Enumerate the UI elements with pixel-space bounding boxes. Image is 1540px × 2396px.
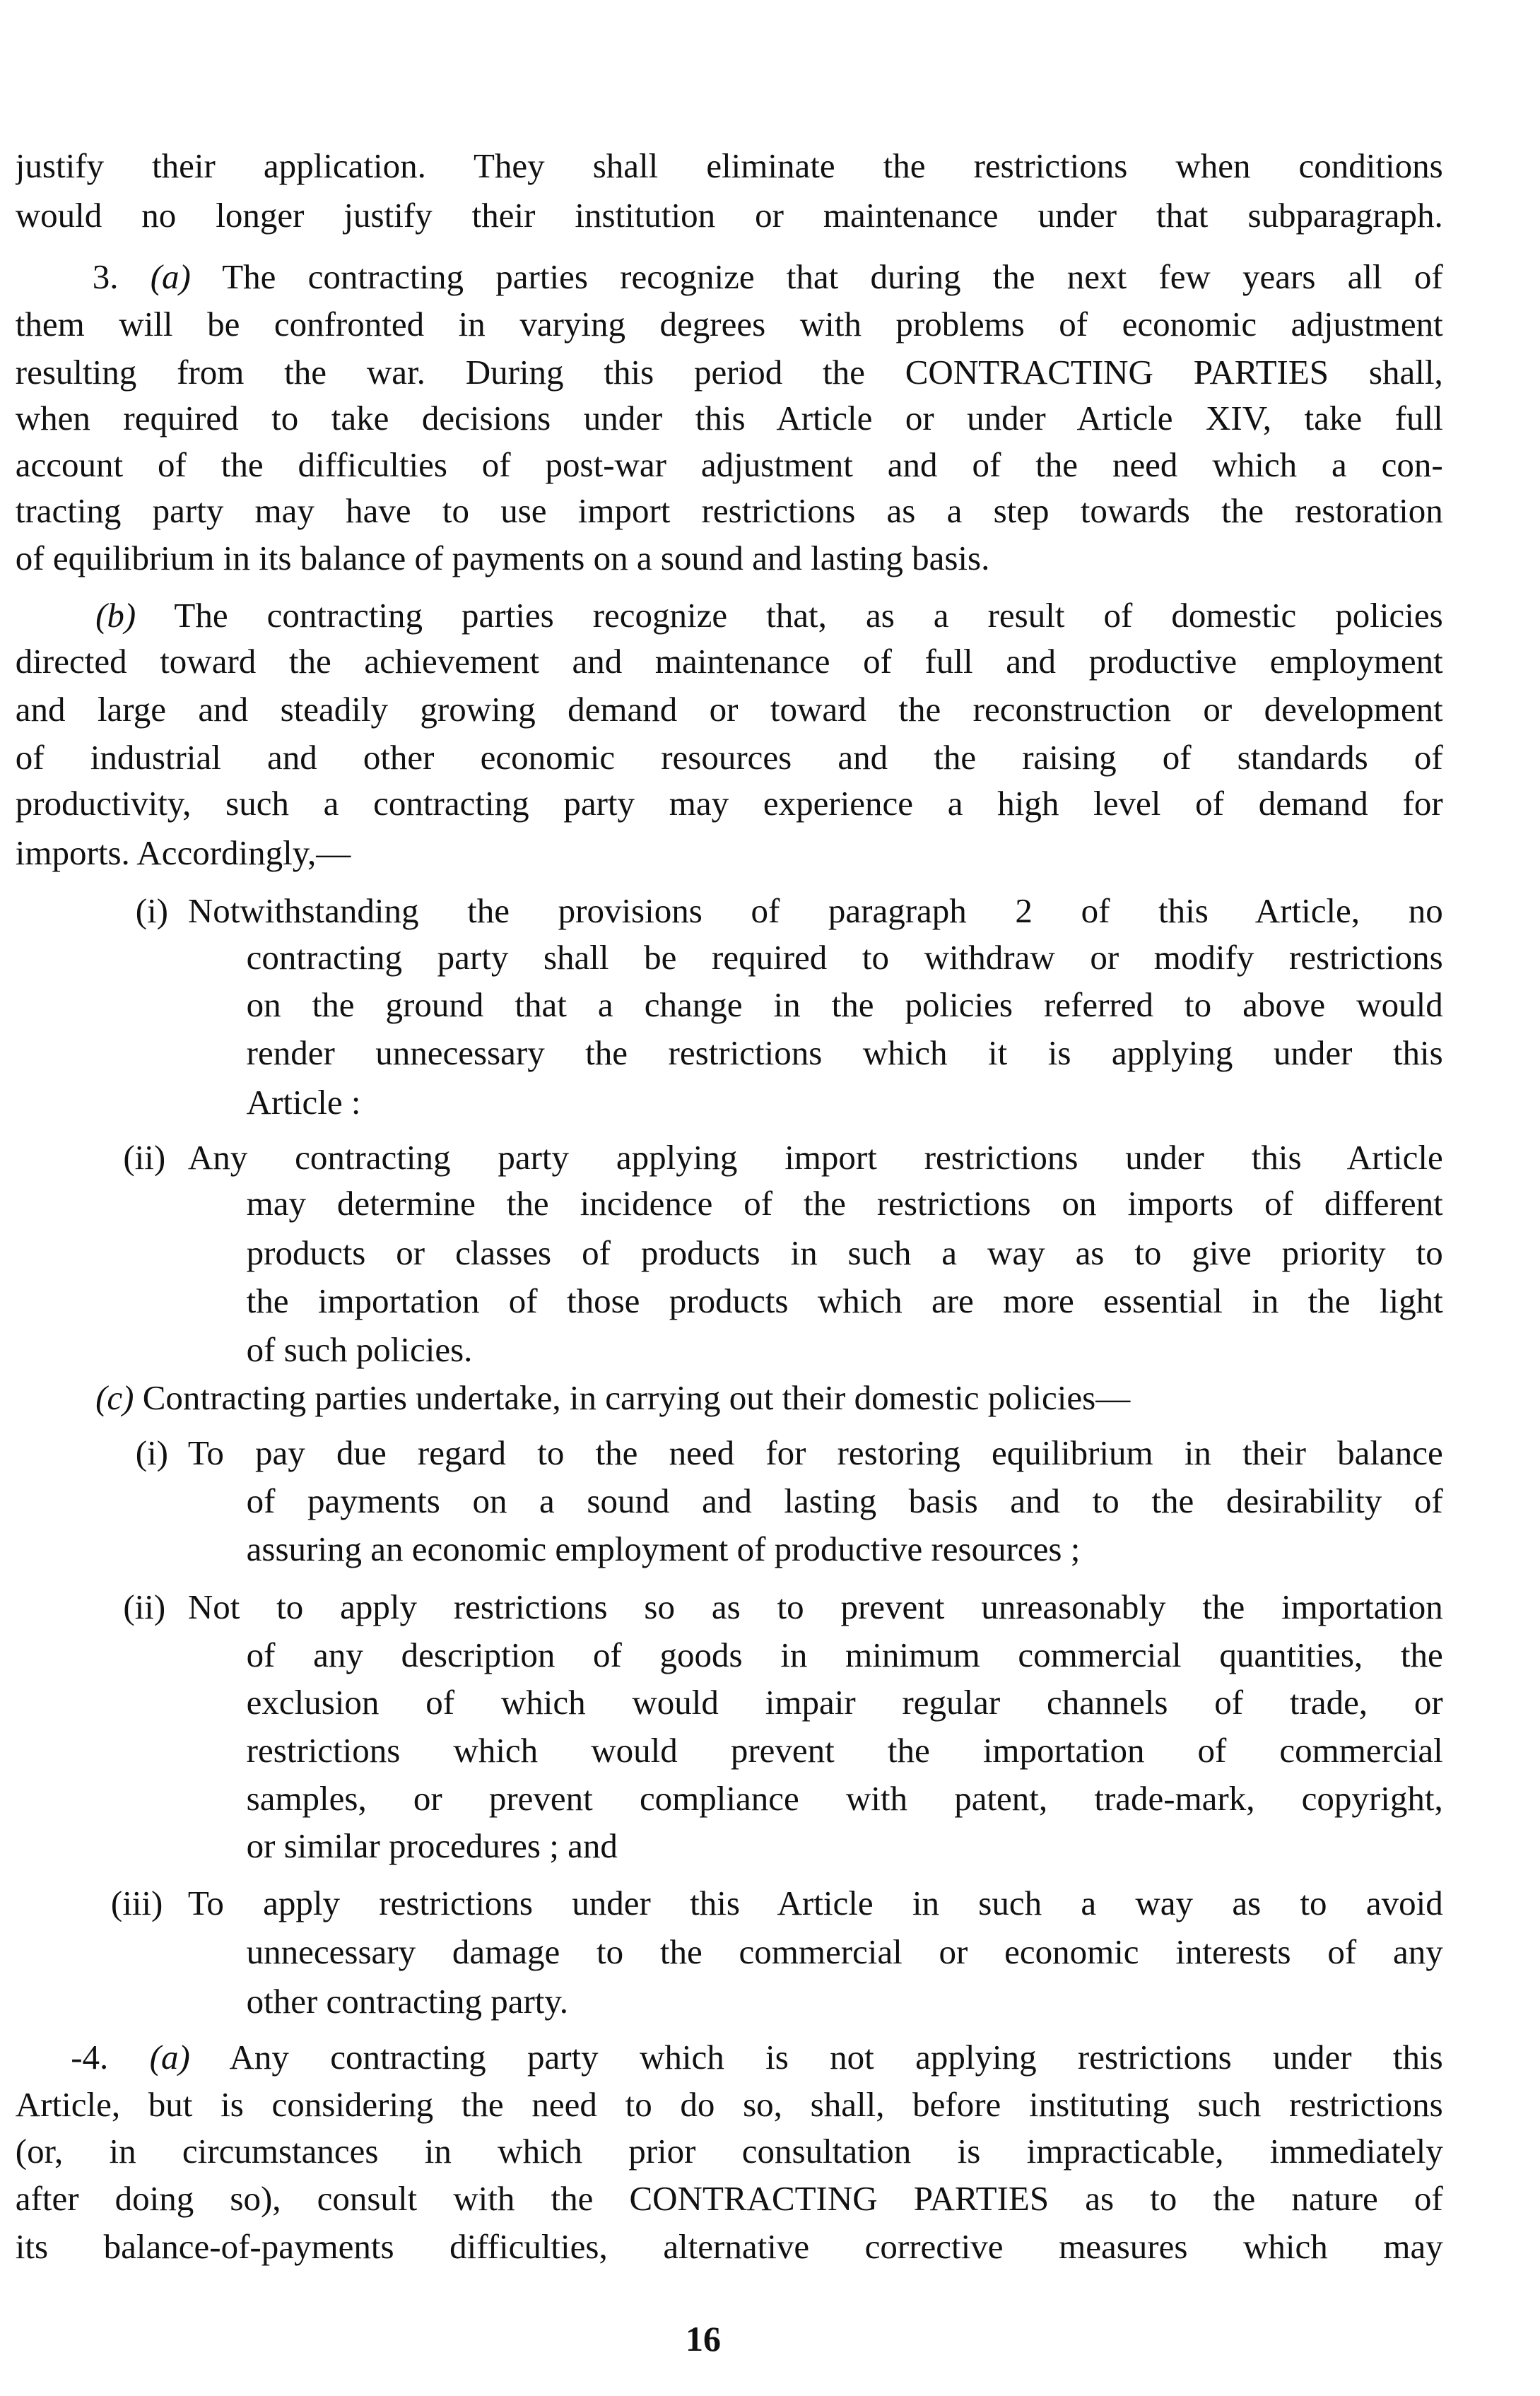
line-text: Article, but is considering the need to do so, shall, before instituting such restrictions <box>15 2085 1443 2125</box>
line-text: of equilibrium in its balance of payments on a sound and lasting basis. <box>15 539 990 578</box>
text-line <box>188 1432 1443 1476</box>
text-line <box>247 1081 1443 1125</box>
line-text: of any description of goods in minimum commercial quantities, the <box>246 1635 1443 1674</box>
line-text: assuring an economic employment of productive resources ; <box>246 1529 1081 1568</box>
text-line <box>247 1280 1443 1324</box>
line-text: productivity, such a contracting party may experience a high level of demand for <box>15 783 1443 823</box>
text-line <box>16 736 1443 780</box>
subparagraph-letter: (c) <box>95 1378 134 1418</box>
line-text: other contracting party. <box>246 1982 568 2021</box>
line-text: of payments on a sound and lasting basis and to the desirability of <box>246 1481 1443 1521</box>
text-line <box>247 1232 1443 1276</box>
line-text: of industrial and other economic resources and the raising of standards of <box>15 737 1443 777</box>
item-label: (ii) <box>123 1138 166 1178</box>
line-text: imports. Accordingly,— <box>15 833 351 872</box>
text-line <box>16 194 1443 238</box>
line-text: of such policies. <box>246 1330 473 1370</box>
line-text: To pay due regard to the need for restoring equilibrium in their balance <box>187 1433 1443 1473</box>
text-line <box>16 832 1443 876</box>
line-text: on the ground that a change in the policies referred to above would <box>246 985 1443 1025</box>
text-line <box>247 1681 1443 1725</box>
text-line <box>188 1137 1443 1180</box>
line-text: tracting party may have to use import restrictions as a step towards the restoration <box>15 491 1443 530</box>
line-text: render unnecessary the restrictions which it is applying under this <box>246 1033 1443 1072</box>
subparagraph-letter: (b) <box>95 596 136 635</box>
line-text: contracting party shall be required to withdraw or modify restrictions <box>246 937 1443 977</box>
text-line <box>247 1778 1443 1821</box>
subparagraph-letter: (a) <box>150 257 191 296</box>
line-text: them will be confronted in varying degrees with problems of economic adjustment <box>15 305 1443 344</box>
line-text: Any contracting party applying import restrictions under this Article <box>187 1138 1443 1178</box>
item-label: (i) <box>135 1433 168 1473</box>
line-text: and large and steadily growing demand or toward the reconstruction or development <box>15 690 1443 729</box>
text-line <box>247 1329 1443 1373</box>
text-line <box>247 1980 1443 2024</box>
text-line <box>16 688 1443 732</box>
text-line <box>247 1528 1443 1572</box>
line-text: samples, or prevent compliance with patent, trade-mark, copyright, <box>246 1778 1443 1818</box>
text-line <box>16 2178 1443 2221</box>
line-text: directed toward the achievement and maintenance of full and productive employment <box>15 642 1443 681</box>
line-text: Contracting parties undertake, in carrying out their domestic policies— <box>142 1378 1131 1418</box>
line-text: exclusion of which would impair regular channels of trade, or <box>246 1683 1443 1722</box>
text-line <box>16 640 1443 684</box>
line-text: restrictions which would prevent the importation of commercial <box>246 1731 1443 1770</box>
text-line <box>247 1182 1443 1226</box>
text-line <box>247 1032 1443 1076</box>
line-text: Any contracting party which is not applying restrictions under this <box>229 2037 1443 2077</box>
line-text: products or classes of products in such a way as to give priority to <box>246 1233 1443 1273</box>
item-label: (i) <box>135 891 168 931</box>
text-line <box>93 256 1443 300</box>
line-text: The contracting parties recognize that during the next few years all of <box>222 257 1443 296</box>
text-line <box>247 1634 1443 1678</box>
text-line <box>247 1931 1443 1975</box>
text-line <box>188 890 1443 934</box>
text-line <box>71 2036 1442 2080</box>
text-line <box>16 2130 1443 2174</box>
item-label: (iii) <box>110 1883 163 1922</box>
text-line <box>16 2084 1443 2127</box>
text-line <box>16 397 1443 441</box>
text-line <box>16 490 1443 534</box>
text-line <box>16 145 1443 189</box>
text-line <box>95 1377 1443 1421</box>
text-line <box>247 1480 1443 1524</box>
line-text: would no longer justify their institution or maintenance under that subparagraph. <box>15 195 1443 235</box>
subparagraph-letter: (a) <box>149 2037 190 2077</box>
line-text: The contracting parties recognize that, as a result of domestic policies <box>174 596 1443 635</box>
text-line <box>16 303 1443 347</box>
text-line <box>16 351 1443 395</box>
text-line <box>188 1586 1443 1630</box>
line-text: justify their application. They shall eliminate the restrictions when conditions <box>15 146 1443 185</box>
line-text: the importation of those products which are more essential in the light <box>246 1281 1443 1320</box>
text-line <box>95 594 1443 638</box>
line-text: Notwithstanding the provisions of paragraph 2 of this Article, no <box>187 891 1443 931</box>
text-line <box>247 1730 1443 1773</box>
line-text: account of the difficulties of post-war adjustment and of the need which a con- <box>15 445 1443 484</box>
line-text: unnecessary damage to the commercial or economic interests of any <box>246 1932 1443 1972</box>
text-line <box>188 1882 1443 1926</box>
text-line <box>247 936 1443 980</box>
line-text: Article : <box>246 1082 361 1122</box>
item-label: (ii) <box>123 1587 166 1627</box>
text-line <box>247 1825 1443 1869</box>
text-line <box>247 984 1443 1028</box>
line-text: resulting from the war. During this period the CONTRACTING PARTIES shall, <box>15 352 1443 392</box>
paragraph-number: 3. <box>92 257 119 296</box>
page-number: 16 <box>686 2319 721 2359</box>
line-text: or similar procedures ; and <box>246 1826 618 1866</box>
line-text: its balance-of-payments difficulties, alternative corrective measures which may <box>15 2226 1443 2266</box>
line-text: To apply restrictions under this Article in such a way as to avoid <box>187 1883 1443 1922</box>
line-text: after doing so), consult with the CONTRACTING PARTIES as to the nature of <box>15 2179 1443 2219</box>
text-line <box>16 782 1443 826</box>
paragraph-number: -4. <box>71 2037 109 2077</box>
line-text: may determine the incidence of the restrictions on imports of different <box>246 1184 1443 1223</box>
line-text: (or, in circumstances in which prior consultation is impracticable, immediately <box>15 2131 1443 2171</box>
text-line <box>16 537 1443 581</box>
text-line <box>16 444 1443 488</box>
line-text: Not to apply restrictions so as to prevent unreasonably the importation <box>187 1587 1443 1627</box>
text-line <box>16 2226 1443 2269</box>
line-text: when required to take decisions under this Article or under Article XIV, take full <box>15 399 1443 438</box>
